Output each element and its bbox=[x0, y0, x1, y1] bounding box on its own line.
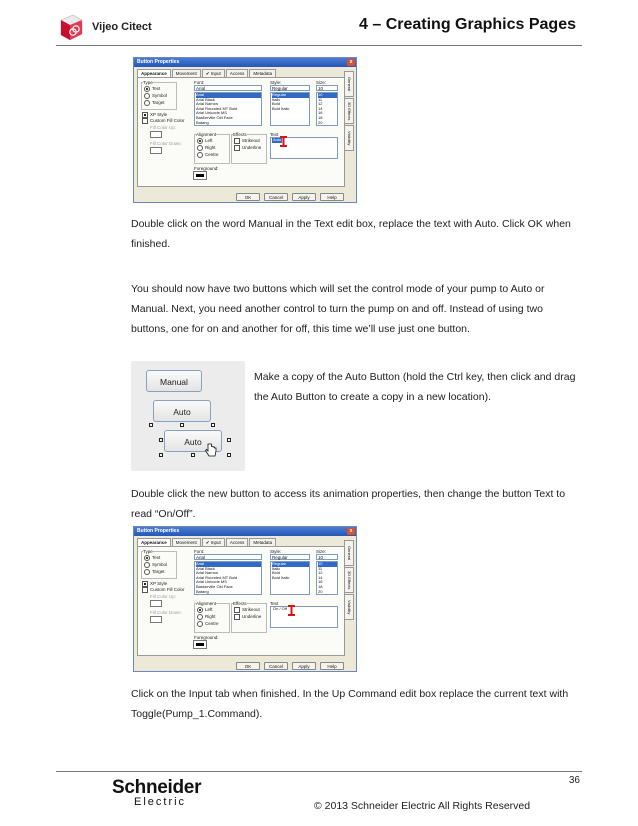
vtab-3d-effects[interactable]: 3D Effects bbox=[344, 567, 354, 593]
header-brand: Vijeo Citect bbox=[92, 21, 152, 33]
fill-up-label: Fill Color Up: bbox=[150, 125, 177, 130]
ok-button[interactable]: OK bbox=[236, 662, 260, 670]
alignment-label: Alignment bbox=[196, 132, 217, 137]
auto-copy-button[interactable]: Auto bbox=[164, 430, 222, 452]
align-centre-radio[interactable]: Centre bbox=[197, 152, 219, 158]
underline-checkbox[interactable]: Underline bbox=[234, 614, 261, 620]
style-label: Style: bbox=[270, 549, 282, 554]
size-input[interactable]: 10 bbox=[316, 554, 338, 560]
tab-strip bbox=[137, 69, 277, 77]
foreground-swatch[interactable] bbox=[194, 172, 206, 179]
selection-handle bbox=[149, 423, 153, 427]
underline-checkbox[interactable]: Underline bbox=[234, 145, 261, 151]
tab-access[interactable]: Access bbox=[226, 69, 249, 77]
selection-handle bbox=[159, 438, 163, 442]
type-label: Type bbox=[143, 549, 153, 554]
tab-input[interactable]: ✔ Input bbox=[202, 69, 225, 77]
effects-label: Effects bbox=[233, 132, 247, 137]
fill-up-swatch[interactable] bbox=[150, 600, 162, 607]
cancel-button[interactable]: Cancel bbox=[264, 193, 288, 201]
apply-button[interactable]: Apply bbox=[292, 193, 316, 201]
align-left-radio[interactable]: Left bbox=[197, 138, 213, 144]
instruction-paragraph-3: Make a copy of the Auto Button (hold the Ctrl key, then click and drag the Auto Button to create a copy in a new location). bbox=[254, 371, 576, 403]
tab-access[interactable]: Access bbox=[226, 538, 249, 546]
font-input[interactable]: Arial bbox=[194, 85, 262, 91]
foreground-label: Foreground: bbox=[194, 166, 219, 171]
selection-handle bbox=[211, 423, 215, 427]
align-centre-radio[interactable]: Centre bbox=[197, 621, 219, 627]
type-target-radio[interactable]: Target bbox=[144, 569, 165, 575]
instruction-paragraph-2: You should now have two buttons which will set the control mode of your pump to Auto or Manual. Next, you need another control to turn the pump on and off. Instead of using two buttons, one for on and another for off, this time we’ll use just one button. bbox=[131, 283, 545, 335]
font-label: Font: bbox=[194, 549, 205, 554]
footer-rule bbox=[56, 771, 582, 772]
type-text-radio[interactable]: Text bbox=[144, 86, 160, 92]
size-label: Size: bbox=[316, 80, 327, 85]
foreground-label: Foreground: bbox=[194, 635, 219, 640]
fill-down-label: Fill Color Down: bbox=[150, 141, 182, 146]
selection-handle bbox=[191, 453, 195, 457]
vtab-visibility[interactable]: Visibility bbox=[344, 125, 354, 151]
type-label: Type bbox=[143, 80, 153, 85]
custom-fill-checkbox[interactable]: Custom Fill Color bbox=[142, 587, 185, 593]
text-editbox[interactable]: On / Off bbox=[270, 606, 338, 628]
page-number: 36 bbox=[568, 775, 580, 786]
size-list[interactable]: 10 11 12 14 16 18 20 bbox=[316, 92, 338, 126]
auto-button[interactable]: Auto bbox=[153, 400, 211, 422]
size-list[interactable]: 10 11 12 14 16 18 20 bbox=[316, 561, 338, 595]
tab-strip bbox=[137, 538, 277, 546]
type-symbol-radio[interactable]: Symbol bbox=[144, 93, 167, 99]
help-button[interactable]: Help bbox=[320, 662, 344, 670]
apply-button[interactable]: Apply bbox=[292, 662, 316, 670]
instruction-paragraph-5: Click on the Input tab when finished. In the Up Command edit box replace the current text with Toggle(Pump_1.Command). bbox=[131, 688, 569, 720]
tab-movement[interactable]: Movement bbox=[172, 538, 201, 546]
type-symbol-radio[interactable]: Symbol bbox=[144, 562, 167, 568]
red-ibeam-cursor-icon bbox=[288, 605, 295, 616]
selection-handle bbox=[227, 453, 231, 457]
tab-input[interactable]: ✔ Input bbox=[202, 538, 225, 546]
appearance-panel bbox=[137, 546, 345, 656]
type-target-radio[interactable]: Target bbox=[144, 100, 165, 106]
fill-down-swatch[interactable] bbox=[150, 616, 162, 623]
instruction-paragraph-1: Double click on the word Manual in the Text edit box, replace the text with Auto. Click OK when finished. bbox=[131, 218, 571, 250]
dialog-title: Button Properties bbox=[137, 528, 180, 534]
button-properties-dialog-2 bbox=[133, 526, 357, 672]
vertical-tabs bbox=[344, 71, 354, 152]
appearance-panel bbox=[137, 77, 345, 187]
instruction-paragraph-4: Double click the new button to access its animation properties, then change the button Text to read “On/Off”. bbox=[131, 488, 566, 520]
button-copy-illustration bbox=[131, 361, 245, 471]
help-button[interactable]: Help bbox=[320, 193, 344, 201]
close-icon[interactable]: x bbox=[347, 528, 355, 535]
fill-up-label: Fill Color Up: bbox=[150, 594, 177, 599]
manual-button[interactable]: Manual bbox=[146, 370, 202, 392]
style-label: Style: bbox=[270, 80, 282, 85]
vertical-tabs bbox=[344, 540, 354, 621]
cancel-button[interactable]: Cancel bbox=[264, 662, 288, 670]
fill-up-swatch[interactable] bbox=[150, 131, 162, 138]
alignment-label: Alignment bbox=[196, 601, 217, 606]
vtab-general[interactable]: General bbox=[344, 71, 354, 97]
font-label: Font: bbox=[194, 80, 205, 85]
strikeout-checkbox[interactable]: Strikeout bbox=[234, 138, 260, 144]
style-input[interactable]: Regular bbox=[270, 85, 310, 91]
close-icon[interactable]: x bbox=[347, 59, 355, 66]
tab-appearance[interactable]: Appearance bbox=[137, 538, 171, 546]
style-input[interactable]: Regular bbox=[270, 554, 310, 560]
foreground-swatch[interactable] bbox=[194, 641, 206, 648]
dialog-title: Button Properties bbox=[137, 59, 180, 65]
dialog-titlebar bbox=[134, 527, 356, 536]
header-rule bbox=[56, 45, 582, 46]
font-list[interactable]: Arial Arial Black Arial Narrow Arial Rounded MT Bold Arial Unicode MS Baskerville Old Face Batang bbox=[194, 92, 262, 126]
type-text-radio[interactable]: Text bbox=[144, 555, 160, 561]
text-editbox[interactable]: Auto bbox=[270, 137, 338, 159]
red-ibeam-cursor-icon bbox=[280, 136, 287, 147]
logo-sub: Electric bbox=[134, 796, 187, 808]
effects-label: Effects bbox=[233, 601, 247, 606]
xp-style-checkbox[interactable]: XP Style bbox=[142, 581, 167, 587]
text-label: Text bbox=[270, 601, 279, 606]
align-left-radio[interactable]: Left bbox=[197, 607, 213, 613]
tab-metadata[interactable]: Metadata bbox=[249, 538, 276, 546]
fill-down-swatch[interactable] bbox=[150, 147, 162, 154]
fill-down-label: Fill Color Down: bbox=[150, 610, 182, 615]
button-properties-dialog-1 bbox=[133, 57, 357, 203]
vtab-3d-effects[interactable]: 3D Effects bbox=[344, 98, 354, 124]
schneider-electric-logo bbox=[112, 777, 201, 808]
selection-handle bbox=[227, 438, 231, 442]
hand-cursor-icon bbox=[205, 443, 217, 457]
page-title: 4 – Creating Graphics Pages bbox=[359, 16, 576, 33]
selection-handle bbox=[180, 423, 184, 427]
vijeo-citect-logo-icon bbox=[58, 14, 84, 42]
text-label: Text bbox=[270, 132, 279, 137]
selection-handle bbox=[159, 453, 163, 457]
copyright-text: © 2013 Schneider Electric All Rights Reserved bbox=[314, 800, 531, 812]
tab-metadata[interactable]: Metadata bbox=[249, 69, 276, 77]
style-list[interactable]: Regular Italic Bold Bold Italic bbox=[270, 561, 310, 595]
size-label: Size: bbox=[316, 549, 327, 554]
custom-fill-checkbox[interactable]: Custom Fill Color bbox=[142, 118, 185, 124]
style-list[interactable]: Regular Italic Bold Bold Italic bbox=[270, 92, 310, 126]
tab-appearance[interactable]: Appearance bbox=[137, 69, 171, 77]
ok-button[interactable]: OK bbox=[236, 193, 260, 201]
logo-name: Schneider bbox=[112, 777, 202, 798]
align-right-radio[interactable]: Right bbox=[197, 614, 216, 620]
strikeout-checkbox[interactable]: Strikeout bbox=[234, 607, 260, 613]
font-list[interactable]: Arial Arial Black Arial Narrow Arial Rounded MT Bold Arial Unicode MS Baskerville Old Face Batang bbox=[194, 561, 262, 595]
align-right-radio[interactable]: Right bbox=[197, 145, 216, 151]
xp-style-checkbox[interactable]: XP Style bbox=[142, 112, 167, 118]
dialog-titlebar bbox=[134, 58, 356, 67]
tab-movement[interactable]: Movement bbox=[172, 69, 201, 77]
font-input[interactable]: Arial bbox=[194, 554, 262, 560]
vtab-general[interactable]: General bbox=[344, 540, 354, 566]
vtab-visibility[interactable]: Visibility bbox=[344, 594, 354, 620]
size-input[interactable]: 10 bbox=[316, 85, 338, 91]
